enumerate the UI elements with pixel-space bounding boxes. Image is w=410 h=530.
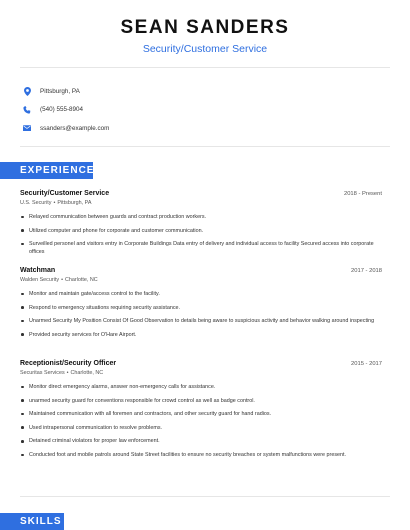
job-company: U.S. Security — [20, 200, 52, 206]
job-location: Charlotte, NC — [70, 370, 104, 376]
candidate-title: Security/Customer Service — [142, 43, 268, 55]
job-location: Pittsburgh, PA — [57, 200, 92, 206]
job-bullets — [20, 213, 382, 257]
job-bullet: Unarmed Security My Position Consist Of Good Observation to details being aware to suspicious activity and behavior walking around inspecting — [20, 317, 382, 325]
job-bullet: Surveilled personel and visitors entry in Corporate Buildings Data entry of delivery and individual access to facility Secured access into corporate offices — [20, 240, 382, 257]
contact-phone — [22, 101, 382, 119]
job-title: Watchman — [20, 267, 56, 274]
job-title: Receptionist/Security Officer — [20, 360, 117, 367]
location-text: Pittsburgh, PA — [40, 87, 80, 95]
email-link[interactable]: ssanders@example.com — [40, 124, 110, 132]
experience-divider — [20, 496, 390, 497]
job-company: Walden Security — [20, 277, 60, 283]
job-bullets — [20, 290, 382, 339]
section-skills: SKILLS — [0, 513, 64, 530]
separator-dot: • — [53, 200, 56, 206]
job-bullets — [20, 383, 382, 459]
job-title: Security/Customer Service — [20, 190, 110, 197]
mail-icon — [22, 123, 32, 133]
job-bullet: Detained criminal violators for proper law enforcement. — [20, 437, 382, 445]
job-company: Securitas Services — [20, 370, 65, 376]
job-bullet: Monitor and maintain gate/access control to the facility. — [20, 290, 382, 298]
job-dates: 2015 - 2017 — [351, 361, 382, 367]
job-bullet: unarmed security guard for conventions responsible for crowd control as well as badge control. — [20, 397, 382, 405]
phone-icon — [22, 105, 32, 115]
job-bullet: Maintained communication with all foremen and contractors, and other security guard for hand radios. — [20, 410, 382, 418]
contact-divider — [20, 146, 390, 147]
contact-location — [22, 82, 382, 100]
job-location: Charlotte, NC — [64, 277, 98, 283]
separator-dot: • — [66, 370, 69, 376]
section-experience: EXPERIENCE — [0, 162, 93, 179]
job-bullet: Conducted foot and mobile patrols around State Street facilities to ensure no security breaches or system malfunctions were present. — [20, 451, 382, 459]
job-bullet: Provided security services for O'Hare Airport. — [20, 331, 382, 339]
candidate-name: SEAN SANDERS — [120, 17, 290, 38]
job-entry — [20, 190, 382, 262]
job-entry — [20, 360, 382, 465]
job-bullet: Monitor direct emergency alarms, answer non-emergency calls for assistance. — [20, 383, 382, 391]
job-dates: 2018 - Present — [343, 191, 382, 197]
job-company-line — [20, 277, 382, 283]
job-entry — [20, 267, 382, 344]
job-company-line — [20, 200, 382, 206]
location-pin-icon — [22, 86, 32, 96]
contact-email[interactable] — [22, 119, 382, 137]
separator-dot: • — [61, 277, 63, 283]
job-company-line — [20, 370, 382, 376]
header-divider — [20, 67, 390, 68]
phone-text: (540) 555-8904 — [40, 106, 84, 113]
job-dates: 2017 - 2018 — [351, 268, 382, 274]
job-bullet: Utilized computer and phone for corporate and customer communication. — [20, 227, 382, 235]
job-bullet: Respond to emergency situations requiring security assistance. — [20, 304, 382, 312]
job-bullet: Used intrapersonal communication to resolve problems. — [20, 424, 382, 432]
contact-info — [22, 82, 382, 138]
resume-header — [0, 16, 410, 56]
job-bullet: Relayed communication between guards and contract production workers. — [20, 213, 382, 221]
